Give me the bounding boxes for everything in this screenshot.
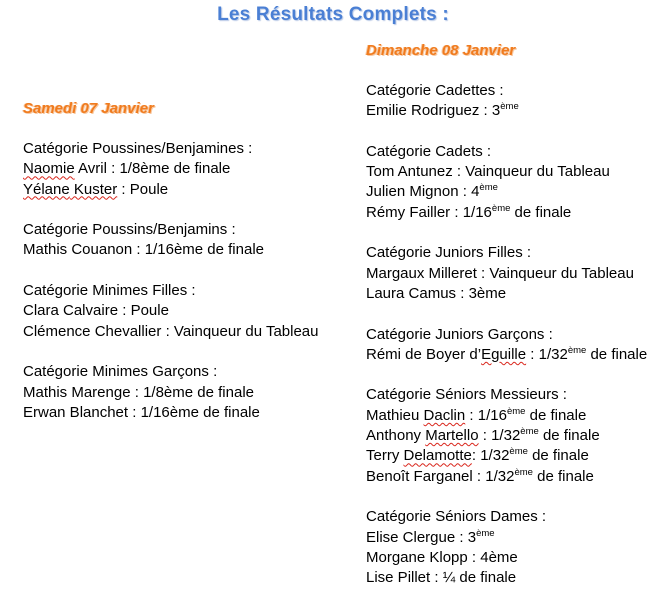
athlete-name: Rémi de Boyer d’ [366,345,482,363]
category-group [23,139,319,200]
athlete-name: Elise Clergue [366,528,456,546]
category-group [366,385,647,486]
separator: : [476,264,490,282]
result-line [23,159,319,179]
separator: : [161,322,174,340]
separator: : [117,180,130,198]
athlete-name-part: Daclin [423,406,466,424]
athlete-name: Yélane [23,180,70,198]
athlete-name: Naomie [23,160,75,178]
category-group [366,142,647,223]
athlete-name: Anthony [366,427,426,445]
result-line [366,101,647,121]
result-value: 1/16 [462,203,492,221]
day-heading-left: Samedi 07 Janvier [23,100,154,117]
result-line [366,446,647,466]
category-heading: Catégorie Cadets : [366,142,492,160]
separator: : [106,160,120,178]
athlete-name: Laura Camus [366,284,457,302]
category-heading: Catégorie Séniors Dames : [366,508,547,526]
athlete-name: Mathieu [366,406,424,424]
result-value: 4ème [480,548,518,566]
result-suffix: de finale [532,467,594,485]
category-group [366,81,647,122]
category-heading: Catégorie Poussines/Benjamines : [23,140,253,157]
result-suffix: de finale [527,447,589,465]
separator: : [471,447,481,465]
ordinal-suffix: ème [520,426,539,438]
result-line [23,322,319,342]
ordinal-suffix: ème [491,202,511,214]
category-heading: Catégorie Séniors Messieurs : [366,386,567,404]
category-group [23,362,319,423]
ordinal-suffix: ème [509,446,528,458]
athlete-name: Clémence Chevallier [23,322,162,340]
category-group [366,325,647,366]
day-heading-right: Dimanche 08 Janvier [366,42,516,59]
ordinal-suffix: ème [476,527,495,539]
athlete-name: Clara Calvaire [23,302,119,320]
separator: : [130,383,144,401]
athlete-name: Emilie Rodriguez [366,102,480,120]
athlete-name: Mathis Marenge [23,383,131,401]
athlete-name: Erwan Blanchet [23,403,129,421]
separator: : [458,183,472,201]
category-heading: Catégorie Minimes Filles : [23,282,196,300]
results-column-left [23,139,319,443]
athlete-name-part: Delamotte [403,447,472,465]
result-value: 1/16ème de finale [144,241,265,259]
category-group [366,243,647,304]
athlete-name: Margaux Milleret [366,264,477,282]
ordinal-suffix: ème [500,101,519,113]
athlete-name: Lise Pillet [366,569,431,587]
ordinal-suffix: ème [567,344,587,356]
result-line [23,240,319,260]
separator: : [456,284,469,302]
result-value: ¼ de finale [442,569,517,587]
separator: : [467,548,481,566]
result-suffix: de finale [525,406,587,424]
separator: : [132,241,145,259]
result-line [366,568,647,588]
result-suffix: de finale [510,203,572,221]
separator: : [526,345,539,363]
result-line [366,528,647,548]
result-line [366,345,647,365]
result-value: 1/16 [477,406,507,424]
category-group [366,507,647,588]
athlete-name: Terry [366,447,404,465]
result-value: 1/32 [480,447,510,465]
page-title: Les Résultats Complets : [217,4,449,25]
separator: : [455,528,468,546]
result-value: 1/8ème de finale [119,160,231,178]
separator: : [452,163,466,181]
result-line [366,406,647,426]
separator: : [472,467,486,485]
athlete-name: Morgane Klopp [366,548,468,566]
athlete-name: Tom Antunez [366,163,453,181]
result-value: 1/8ème de finale [143,383,254,401]
category-heading: Catégorie Minimes Garçons : [23,363,218,381]
result-value: 3 [467,528,477,546]
separator: : [465,406,478,424]
result-value: Vainqueur du Tableau [173,322,319,340]
result-value: 1/32 [491,427,521,445]
athlete-name: Julien Mignon [366,183,459,201]
result-value: 3 [491,102,501,120]
result-value: 1/16ème de finale [140,403,260,421]
category-group [23,281,319,342]
separator: : [128,403,141,421]
category-heading: Catégorie Juniors Garçons : [366,325,553,343]
ordinal-suffix: ème [479,182,498,194]
separator: : [430,569,443,587]
result-value: 3ème [468,284,507,302]
result-value: Poule [130,302,169,320]
category-group [23,220,319,261]
result-value: Vainqueur du Tableau [489,264,634,282]
result-value: 4 [471,183,480,201]
separator: : [478,427,492,445]
result-line [23,301,319,321]
result-value: Poule [129,180,169,198]
result-line [366,284,647,304]
result-value: 1/32 [485,467,515,485]
result-suffix: de finale [538,427,600,445]
result-line [23,383,319,403]
separator: : [479,102,492,120]
athlete-name-part: Kuster [69,180,118,198]
separator: : [118,302,131,320]
result-line [366,548,647,568]
result-line [366,203,647,223]
result-line [366,467,647,487]
result-value: 1/32 [538,345,568,363]
athlete-name: Mathis Couanon [23,241,133,259]
category-heading: Catégorie Poussins/Benjamins : [23,221,236,239]
category-heading: Catégorie Cadettes : [366,82,504,99]
athlete-name-part: Avril [74,160,107,178]
athlete-name-part: Eguille [481,345,527,363]
result-line [366,426,647,446]
result-line [23,403,319,423]
result-line [23,180,319,200]
result-line [366,162,647,182]
results-column-right [366,81,647,609]
category-heading: Catégorie Juniors Filles : [366,244,532,262]
result-line [366,182,647,202]
athlete-name: Rémy Failler [366,203,451,221]
result-value: Vainqueur du Tableau [465,163,610,181]
result-line [366,264,647,284]
athlete-name-part: Martello [425,427,479,445]
result-suffix: de finale [586,345,648,363]
athlete-name: Benoît Farganel [366,467,473,485]
ordinal-suffix: ème [506,405,526,417]
separator: : [450,203,463,221]
ordinal-suffix: ème [514,466,533,478]
